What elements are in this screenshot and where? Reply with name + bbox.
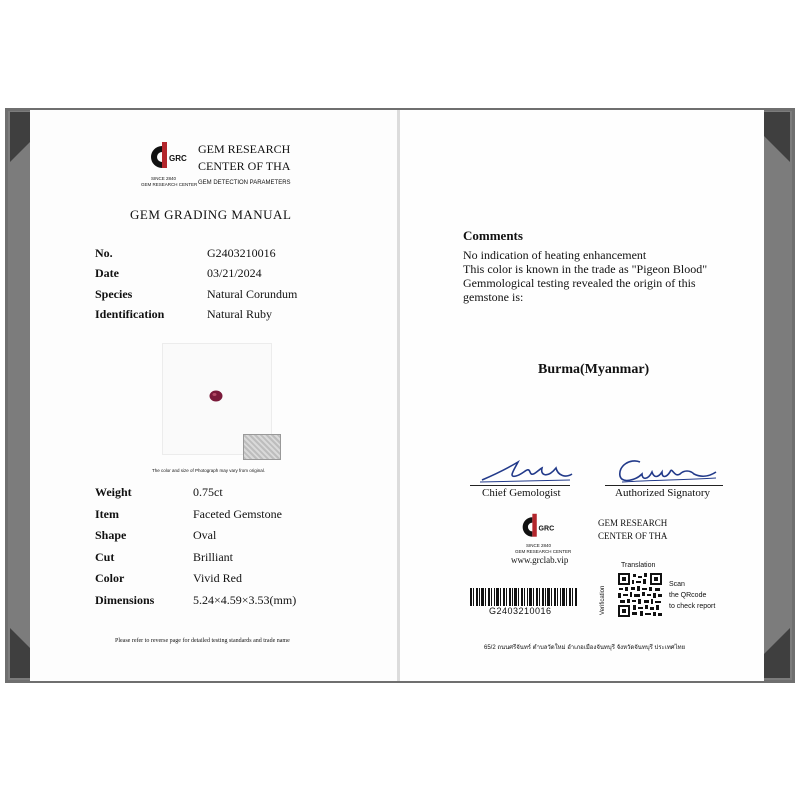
field-label-dimensions: Dimensions (95, 593, 155, 607)
translation-label: Translation (621, 562, 656, 569)
field-label-date: Date (95, 266, 119, 280)
logo-since-text-right: SINCE 2840 (526, 543, 552, 548)
org-name-line1-right: GEM RESEARCH (598, 518, 668, 528)
field-value-shape: Oval (193, 528, 217, 542)
address-footer: 65/2 ถนนศรีจันทร์ ตำบลวัดใหม่ อำเภอเมืองจันทบุรี จังหวัดจันทบุรี ประเทศไทย (484, 645, 686, 651)
scan-instruction-line3: to check report (669, 603, 716, 610)
comment-line-2: This color is known in the trade as "Pigeon Blood" (463, 262, 708, 276)
field-value-cut: Brilliant (193, 550, 233, 564)
gem-photo (162, 343, 272, 455)
chief-gemologist-signature (478, 458, 574, 486)
svg-text:GRC: GRC (169, 154, 187, 163)
field-label-weight: Weight (95, 485, 132, 499)
field-label-item: Item (95, 507, 119, 521)
field-label-cut: Cut (95, 550, 115, 564)
document-title: GEM GRADING MANUAL (130, 207, 292, 222)
field-label-species: Species (95, 287, 133, 301)
org-name-line2-right: CENTER OF THA (598, 531, 668, 541)
signer-chief-gemologist: Chief Gemologist (482, 487, 561, 499)
comment-line-1: No indication of heating enhancement (463, 248, 647, 262)
scan-instruction-line1: Scan (669, 581, 685, 588)
logo-center-text: GEM RESEARCH CENTER (141, 182, 198, 187)
barcode-number: G2403210016 (489, 606, 552, 616)
org-name-line2: CENTER OF THA (198, 159, 291, 173)
logo-center-text-right: GEM RESEARCH CENTER (515, 549, 572, 554)
page-spine (397, 110, 400, 681)
authorized-signatory-signature (612, 456, 718, 486)
hologram-seal (243, 434, 281, 460)
gem-stone-icon (208, 389, 224, 403)
right-page (400, 110, 764, 681)
field-value-date: 03/21/2024 (207, 266, 262, 280)
signature-line-1 (470, 485, 570, 486)
field-label-number: No. (95, 246, 113, 260)
signer-authorized-signatory: Authorized Signatory (615, 487, 711, 499)
barcode (470, 588, 578, 606)
footer-note: Please refer to reverse page for detailed testing standards and trade name (115, 638, 290, 644)
field-value-species: Natural Corundum (207, 287, 298, 301)
svg-text:GRC: GRC (538, 525, 555, 533)
comment-line-3: Gemmological testing revealed the origin of this (463, 276, 696, 290)
field-value-item: Faceted Gemstone (193, 507, 282, 521)
website-link[interactable]: www.grclab.vip (511, 555, 569, 565)
field-value-identification: Natural Ruby (207, 307, 272, 321)
field-value-weight: 0.75ct (193, 485, 223, 499)
field-label-shape: Shape (95, 528, 127, 542)
logo-since-text: SINCE 2840 (151, 176, 177, 181)
signature-line-2 (605, 485, 723, 486)
comment-line-4: gemstone is: (463, 290, 524, 304)
photo-caption: The color and size of Photograph may vary from original. (152, 468, 266, 473)
field-label-identification: Identification (95, 307, 165, 321)
field-value-number: G2403210016 (207, 246, 276, 260)
grc-logo-icon (148, 140, 187, 174)
scan-instruction-line2: the QRcode (669, 592, 707, 599)
field-value-color: Vivid Red (193, 571, 242, 585)
comments-heading: Comments (463, 228, 523, 243)
grc-logo-icon-right (520, 512, 555, 542)
org-tagline: GEM DETECTION PARAMETERS (198, 180, 291, 186)
org-name-line1: GEM RESEARCH (198, 142, 291, 156)
field-value-dimensions: 5.24×4.59×3.53(mm) (193, 593, 297, 607)
origin-value: Burma(Myanmar) (538, 362, 650, 377)
qr-code[interactable] (617, 572, 663, 618)
field-label-color: Color (95, 571, 125, 585)
verification-label: Verification (600, 585, 606, 615)
